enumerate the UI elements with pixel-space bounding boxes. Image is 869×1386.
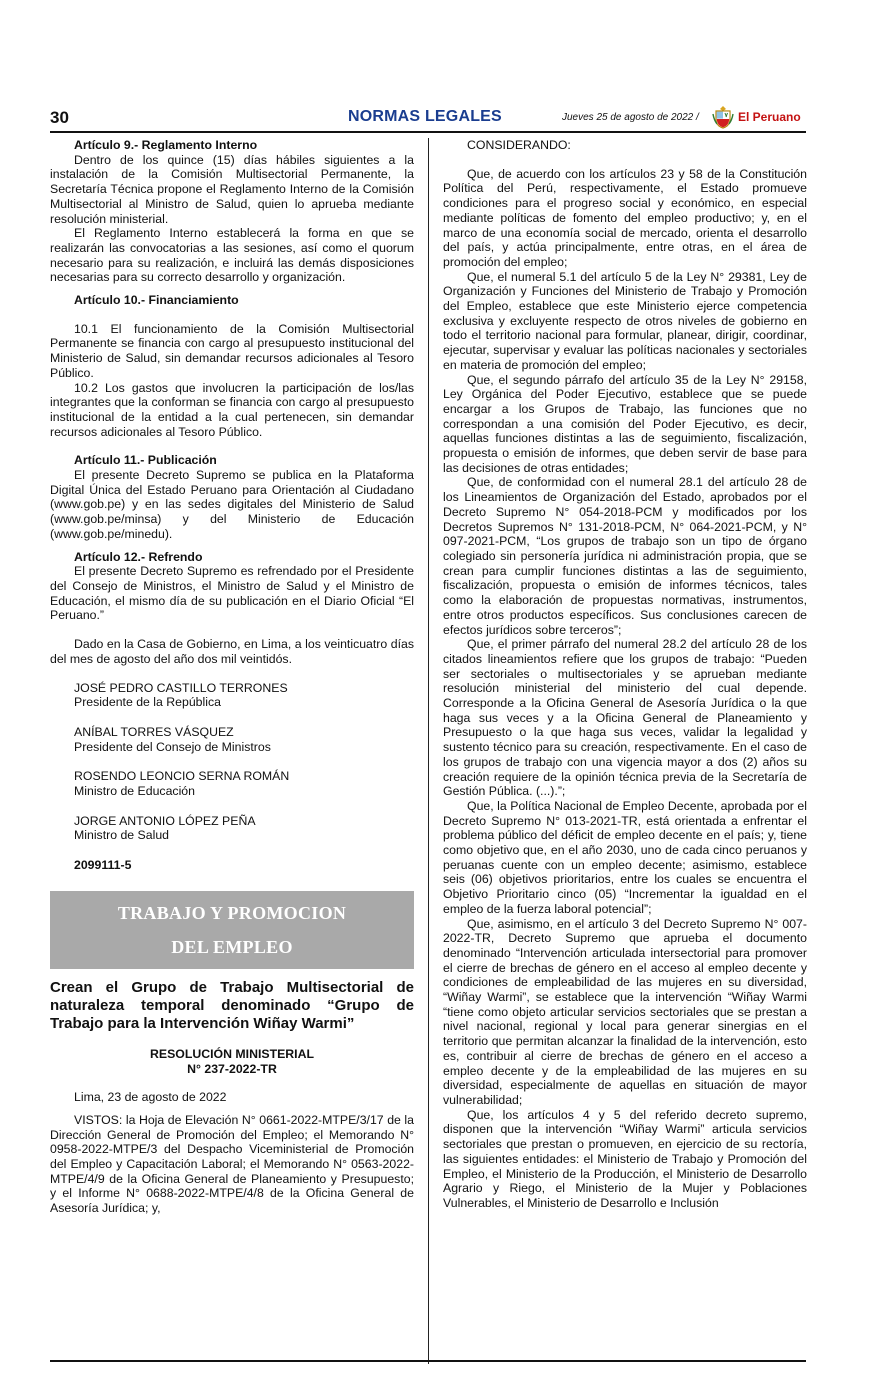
page-header	[50, 106, 806, 132]
signature-block	[50, 725, 414, 754]
signatory-role: Ministro de Educación	[74, 784, 195, 799]
resolution-title: Crean el Grupo de Trabajo Multisectorial de naturaleza temporal denominado “Grupo de Trabajo para la Intervención Wiñay Warmi”	[50, 978, 414, 1032]
page-number: 30	[50, 108, 69, 127]
signatory-role: Presidente de la República	[74, 695, 221, 710]
sector-banner	[50, 891, 414, 969]
article-9-heading: Artículo 9.- Reglamento Interno	[74, 138, 258, 152]
article-11-heading: Artículo 11.- Publicación	[74, 453, 217, 468]
coat-of-arms-icon	[712, 105, 734, 129]
signature-block	[50, 769, 414, 798]
considerando-paragraph: Que, de acuerdo con los artículos 23 y 58 de la Constitución Política del Perú, respectivamente, el Estado promueve condiciones para el progreso social y económico, en especial mediante políticas de fomento del empleo productivo; y, en el marco de una economía social de mercado, orienta el desarrollo del país, y actúa principalmente, entre otras, en el área de promoción del empleo;	[443, 166, 807, 269]
banner-line-1: TRABAJO Y PROMOCION	[117, 902, 347, 923]
article-12-heading: Artículo 12.- Refrendo	[74, 549, 203, 564]
article-11-paragraph: El presente Decreto Supremo se publica en la Plataforma Digital Única del Estado Peruano para Orientación al Ciudadano (www.gob.pe) y en las sedes digitales del Ministerio de Salud (www.gob.pe/minsa) y del Ministerio de Educación (www.gob.pe/minedu).	[50, 468, 414, 541]
considerando-paragraph: Que, la Política Nacional de Empleo Decente, aprobada por el Decreto Supremo N° 013-2021-TR, está orientada a enfrentar el problema público del déficit de empleo decente en el país; y, tiene como objetivo que, en el año 2030, uno de cada cinco peruanos y peruanas cuente con un empleo decente; asimismo, establece seis (06) objetivos prioritarios, entre los cuales se encuentra el Objetivo Prioritario cinco (05) “Incrementar la igualdad en el empleo de la fuerza laboral potencial”;	[443, 798, 807, 916]
right-column	[443, 138, 807, 1211]
considerando-paragraph: Que, el primer párrafo del numeral 28.2 del artículo 28 de los citados lineamientos refiere que los grupos de trabajo: “Pueden ser sectoriales o multisectoriales y se aprueban mediante resolución ministerial del ministerio del cual depende. Corresponde a la Oficina General de Asesoría Jurídica o la que haga sus veces y a la Oficina General de Planeamiento y Presupuesto o la que haga sus veces, validar la legalidad y sustento técnico para su creación, respectivamente. En el caso de los grupos de trabajo con una vigencia mayor a dos (2) años su creación requiere de la opinión técnica previa de la Secretaría de Gestión Pública. (...).”;	[443, 637, 807, 799]
resolution-type: RESOLUCIÓN MINISTERIAL	[150, 1046, 314, 1061]
considerando-paragraph: Que, el segundo párrafo del artículo 35 de la Ley N° 29158, Ley Orgánica del Poder Ejecutivo, establece que se puede encargar a los Grupos de Trabajo, las funciones que no correspondan a una comisión del Poder Ejecutivo, es decir, aquellas funciones distintas a las de seguimiento, fiscalización, propuesta o emisión de informes, que deben servir de base para las decisiones de otras entidades;	[443, 372, 807, 475]
section-name: NORMAS LEGALES	[348, 108, 502, 125]
signatory-name: ANÍBAL TORRES VÁSQUEZ	[74, 724, 234, 739]
considerando-paragraph: Que, los artículos 4 y 5 del referido decreto supremo, disponen que la intervención “Wiñay Warmi” articula servicios sectoriales que prestan o promueven, en ejercicio de su rectoría, las siguientes entidades: el Ministerio de Trabajo y Promoción del Empleo, el Ministerio de la Producción, el Ministerio de Desarrollo Agrario y Riego, el Ministerio de la Mujer y Poblaciones Vulnerables, el Ministerio de Desarrollo e Inclusión	[443, 1107, 807, 1210]
considerando-paragraph: Que, el numeral 5.1 del artículo 5 de la Ley N° 29381, Ley de Organización y Funciones del Ministerio de Trabajo y Promoción del Empleo, establece que este Ministerio ejerce competencia exclusiva y excluyente respecto de otros niveles de gobierno en todo el territorio nacional para formular, planear, dirigir, coordinar, ejecutar, supervisar y evaluar las políticas nacionales y sectoriales en materia de promoción del empleo;	[443, 269, 807, 372]
considerando-heading: CONSIDERANDO:	[467, 138, 571, 152]
place-date: Lima, 23 de agosto de 2022	[74, 1090, 227, 1105]
article-10-paragraph-1: 10.1 El funcionamiento de la Comisión Multisectorial Permanente se financia con cargo al presupuesto institucional del Ministerio de Salud, sin demandar recursos adicionales al Tesoro Público.	[50, 321, 414, 380]
considerando-paragraph: Que, asimismo, en el artículo 3 del Decreto Supremo N° 007-2022-TR, Decreto Supremo que aprueba el documento denominado “Intervención articulada intersectorial para promover el cierre de brechas de género en el acceso al empleo decente y condiciones de empleabilidad de las mujeres en su diversidad, “Wiñay Warmi”, se establece que la intervención “Wiñay Warmi “tiene como objeto articular servicios sectoriales que se prestan a nivel nacional, regional y local para generar sinergias en el territorio que permitan alcanzar la finalidad de la intervención, esto es, contribuir al cierre de brechas de género en el acceso a empleo decente y de la empleabilidad de las mujeres en su diversidad, especialmente de aquellas en situación de mayor vulnerabilidad;	[443, 916, 807, 1107]
banner-line-2: DEL EMPLEO	[171, 936, 293, 957]
article-9-paragraph-2: El Reglamento Interno establecerá la forma en que se realizarán las convocatorias a las sesiones, así como el quorum necesario para su realización, e incluirá las demás disposiciones necesarias para su correcto desarrollo y organización.	[50, 226, 414, 285]
considerando-paragraph: Que, de conformidad con el numeral 28.1 del artículo 28 de los Lineamientos de Organización del Estado, aprobados por el Decreto Supremo N° 054-2018-PCM y modificados por los Decretos Supremos N° 131-2018-PCM, N° 064-2021-PCM, y N° 097-2021-PCM, “Los grupos de trabajo son un tipo de órgano colegiado sin personería jurídica ni administración propia, que se crean para cumplir funciones distintas a las de seguimiento, fiscalización, propuesta o emisión de informes técnicos, tales como la elaboración de propuestas normativas, instrumentos, entre otros productos específicos. Sus conclusiones carecen de efectos jurídicos sobre terceros”;	[443, 475, 807, 637]
document-code: 2099111-5	[74, 858, 132, 873]
signature-block	[50, 681, 414, 710]
newspaper-brand	[712, 104, 801, 130]
signatory-role: Presidente del Consejo de Ministros	[74, 739, 271, 754]
signatory-name: JORGE ANTONIO LÓPEZ PEÑA	[74, 813, 256, 828]
signatory-name: JOSÉ PEDRO CASTILLO TERRONES	[74, 680, 288, 695]
left-column	[50, 138, 414, 1216]
vistos-paragraph: VISTOS: la Hoja de Elevación N° 0661-2022-MTPE/3/17 de la Dirección General de Promoción del Empleo; el Memorando N° 0958-2022-MTPE/3 del Despacho Viceministerial de Promoción del Empleo y Capacitación Laboral; el Memorando N° 0563-2022-MTPE/4/9 de la Oficina General de Planeamiento y Presupuesto; y el Informe N° 0688-2022-MTPE/4/8 de la Oficina General de Asesoría Jurídica; y,	[50, 1112, 414, 1216]
newspaper-name: El Peruano	[738, 110, 801, 124]
header-rule	[50, 131, 806, 133]
article-10-heading: Artículo 10.- Financiamiento	[74, 293, 239, 308]
issue-date: Jueves 25 de agosto de 2022 /	[562, 112, 699, 123]
resolution-number: N° 237-2022-TR	[187, 1061, 277, 1076]
signatory-role: Ministro de Salud	[74, 828, 170, 843]
signature-block	[50, 814, 414, 843]
article-12-paragraph: El presente Decreto Supremo es refrendado por el Presidente del Consejo de Ministros, el Ministro de Salud y el Ministro de Educación, el mismo día de su publicación en el Diario Oficial “El Peruano.”	[50, 564, 414, 623]
article-9-paragraph-1: Dentro de los quince (15) días hábiles siguientes a la instalación de la Comisión Multisectorial Permanente, la Secretaría Técnica propone el Reglamento Interno de la Comisión Multisectorial al Ministro de Salud, quien lo aprueba mediante resolución ministerial.	[50, 152, 414, 226]
article-10-paragraph-2: 10.2 Los gastos que involucren la participación de los/las integrantes que la conforman se financia con cargo al presupuesto institucional de la entidad a la cual pertenecen, sin demandar recursos adicionales al Tesoro Público.	[50, 380, 414, 439]
closing-paragraph: Dado en la Casa de Gobierno, en Lima, a los veinticuatro días del mes de agosto del año dos mil veintidós.	[50, 637, 414, 666]
column-divider	[428, 138, 429, 1364]
footer-rule	[50, 1360, 806, 1362]
signatory-name: ROSENDO LEONCIO SERNA ROMÁN	[74, 769, 290, 784]
